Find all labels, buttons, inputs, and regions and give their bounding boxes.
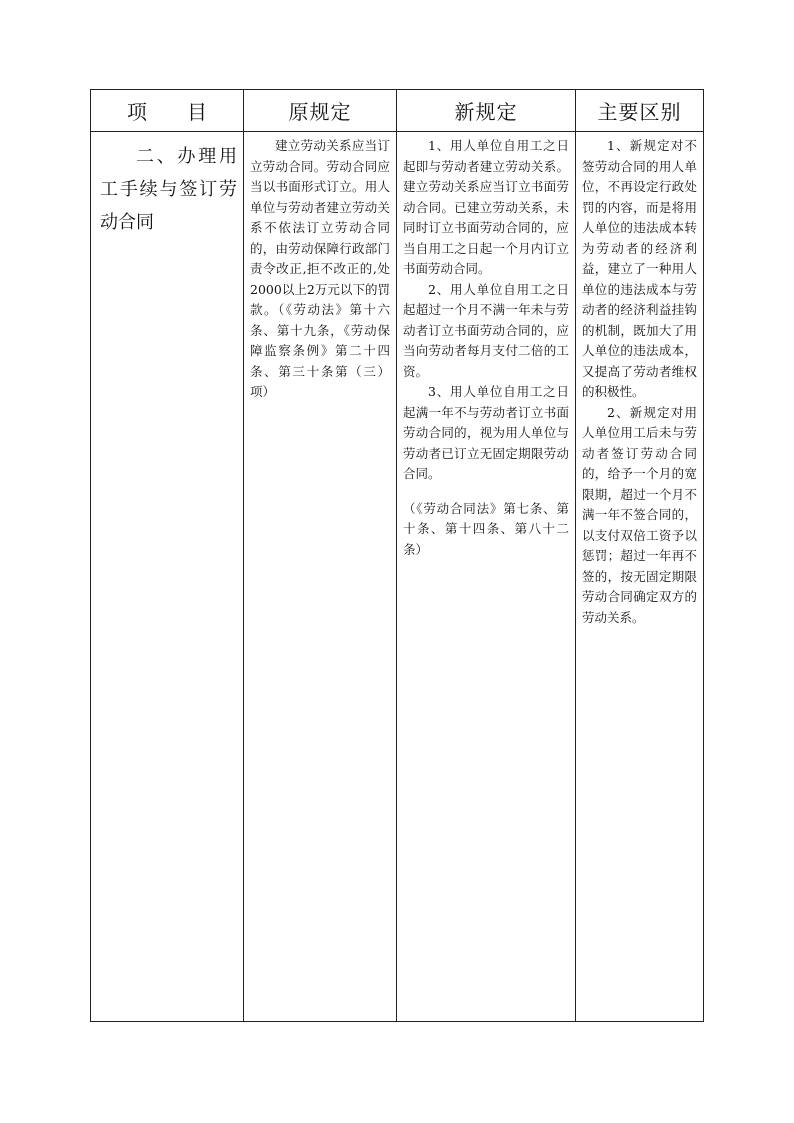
header-new: 新规定 <box>397 90 576 132</box>
new-citation: （《劳动合同法》第七条、第十条、第十四条、第八十二条） <box>403 500 569 557</box>
item-cell: 二、办理用工手续与签订劳动合同 <box>91 132 244 1022</box>
difference-paragraph-2: 2、新规定对用人单位用工后未与劳动者签订劳动合同的，给予一个月的宽限期，超过一个月不满一年不签合同的，以支付双倍工资予以惩罚；超过一年再不签的，按无固定期限劳动合同确定双方的劳动关系。 <box>582 404 697 625</box>
new-paragraph-3: 3、用人单位自用工之日起满一年不与劳动者订立书面劳动合同的，视为用人单位与劳动者已订立无固定期限劳动合同。 <box>403 384 569 481</box>
header-row <box>91 90 704 132</box>
header-difference: 主要区别 <box>576 90 704 132</box>
new-paragraph-2: 2、用人单位自用工之日起超过一个月不满一年未与劳动者订立书面劳动合同的，应当向劳动者每月支付二倍的工资。 <box>403 281 569 379</box>
header-item: 项 目 <box>91 90 244 132</box>
new-paragraph-1: 1、用人单位自用工之日起即与劳动者建立劳动关系。建立劳动关系应当订立书面劳动合同。已建立劳动关系，未同时订立书面劳动合同的，应当自用工之日起一个月内订立书面劳动合同。 <box>403 138 569 276</box>
original-paragraph: 建立劳动关系应当订立劳动合同。劳动合同应当以书面形式订立。用人单位与劳动者建立劳动关系不依法订立劳动合同的，由劳动保障行政部门责令改正,拒不改正的,处2000以上2万元以下的罚款。（《劳动法》第十六条、第十九条，《劳动保障监察条例》第二十四条、第三十条第（三）项） <box>250 138 390 399</box>
original-cell <box>244 132 397 1022</box>
table-row <box>91 132 704 1022</box>
header-original: 原规定 <box>244 90 397 132</box>
new-cell <box>397 132 576 1022</box>
difference-paragraph-1: 1、新规定对不签劳动合同的用人单位，不再设定行政处罚的内容，而是将用人单位的违法成本转为劳动者的经济利益，建立了一种用人单位的违法成本与劳动者的经济利益挂钩的机制，既加大了用人单位的违法成本，又提高了劳动者维权的积极性。 <box>582 138 697 399</box>
comparison-table <box>90 89 704 1022</box>
difference-cell <box>576 132 704 1022</box>
